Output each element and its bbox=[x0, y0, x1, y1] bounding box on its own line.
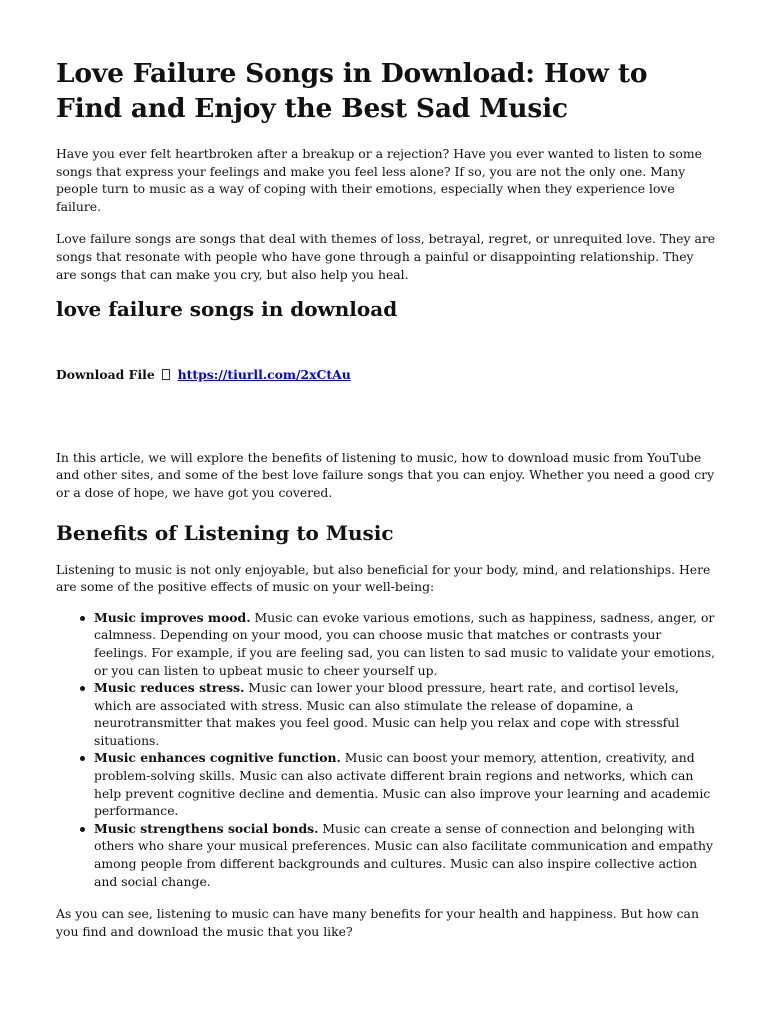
bullet-icon bbox=[80, 616, 85, 621]
missing-glyph-icon bbox=[162, 369, 170, 380]
benefits-list bbox=[56, 609, 716, 891]
section-heading-benefits: Benefits of Listening to Music bbox=[56, 520, 394, 545]
bullet-icon bbox=[80, 756, 85, 761]
page-title: Love Failure Songs in Download: How to Find and Enjoy the Best Sad Music bbox=[56, 58, 648, 124]
benefit-text: Music can create a sense of connection and belonging with others who share your musical preferences. Music can also facilitate communication and empathy among people from different backgrounds and cultures. Music can also inspire collective action and social change. bbox=[94, 820, 714, 889]
list-item bbox=[94, 820, 716, 890]
download-link[interactable]: https://tiurll.com/2xCtAu bbox=[177, 367, 351, 383]
benefits-intro-paragraph: Listening to music is not only enjoyable, but also beneficial for your body, mind, and relationships. Here are some of the positive effects of music on your well-being: bbox=[56, 561, 711, 595]
download-label: Download File bbox=[56, 367, 155, 383]
benefit-title: Music reduces stress. bbox=[94, 680, 245, 696]
benefit-title: Music enhances cognitive function. bbox=[94, 750, 341, 766]
list-item bbox=[94, 749, 716, 819]
benefit-text: Music can boost your memory, attention, creativity, and problem-solving skills. Music can also activate different brain regions and networks, which can help prevent cognitive decline and dementia. Music can also improve your learning and academic performance. bbox=[94, 750, 711, 819]
closing-paragraph: As you can see, listening to music can have many benefits for your health and happiness. But how can you find and download the music that you like? bbox=[56, 906, 699, 939]
intro-paragraph-1: Have you ever felt heartbroken after a breakup or a rejection? Have you ever wanted to listen to some songs that express your feelings and make you feel less alone? If so, you are not the only one. Many people turn to music as a way of coping with their emotions, especially when they experience love failure. bbox=[56, 146, 702, 214]
benefit-text: Music can lower your blood pressure, heart rate, and cortisol levels, which are associated with stress. Music can also stimulate the release of dopamine, a neurotransmitter that makes you feel good. Music can help you relax and cope with stressful situations. bbox=[94, 680, 680, 748]
section-heading-download: love failure songs in download bbox=[56, 297, 398, 322]
list-item bbox=[94, 679, 716, 749]
benefit-text: Music can evoke various emotions, such as happiness, sadness, anger, or calmness. Depending on your mood, you can choose music that matches or contrasts your feelings. For example, if you are feeling sad, you can listen to sad music to validate your emotions, or you can listen to upbeat music to cheer yourself up. bbox=[94, 609, 716, 678]
article-intro-paragraph: In this article, we will explore the benefits of listening to music, how to download music from YouTube and other sites, and some of the best love failure songs that you can enjoy. Whether you need a good cry or a dose of hope, we have got you covered. bbox=[56, 449, 715, 500]
list-item bbox=[94, 609, 716, 679]
bullet-icon bbox=[80, 827, 85, 832]
bullet-icon bbox=[80, 686, 85, 691]
download-line bbox=[56, 366, 716, 384]
benefit-title: Music strengthens social bonds. bbox=[94, 820, 319, 836]
benefit-title: Music improves mood. bbox=[94, 609, 251, 625]
intro-paragraph-2: Love failure songs are songs that deal with themes of loss, betrayal, regret, or unrequited love. They are songs that resonate with people who have gone through a painful or disappointing relationship. They are songs that can make you cry, but also help you heal. bbox=[56, 231, 716, 282]
document-page bbox=[56, 56, 716, 940]
